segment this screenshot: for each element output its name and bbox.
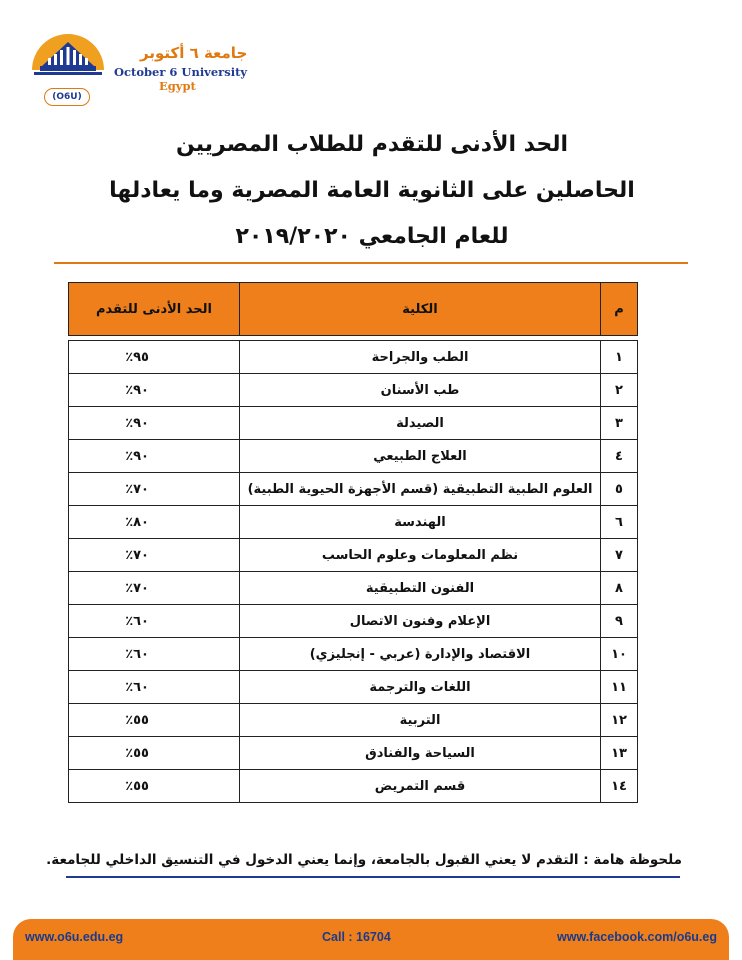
row-faculty: قسم التمريض [240,770,601,803]
table-row [69,440,638,473]
row-number: ١ [601,341,638,374]
row-faculty: السياحة والفنادق [240,737,601,770]
header-minimum: الحد الأدنى للتقدم [69,283,240,336]
table-row [69,671,638,704]
row-minimum: ٦٠٪ [69,638,240,671]
row-minimum: ٧٠٪ [69,539,240,572]
table-row [69,407,638,440]
row-number: ١١ [601,671,638,704]
row-faculty: الإعلام وفنون الاتصال [240,605,601,638]
table-row [69,572,638,605]
row-number: ٦ [601,506,638,539]
row-number: ٩ [601,605,638,638]
university-logo [28,14,248,104]
footer-call: Call : 16704 [322,930,391,944]
table-row [69,341,638,374]
row-number: ٨ [601,572,638,605]
logo-code: (O6U) [44,88,90,106]
row-minimum: ٩٥٪ [69,341,240,374]
row-minimum: ٥٥٪ [69,704,240,737]
row-faculty: الطب والجراحة [240,341,601,374]
footer-facebook-link[interactable]: www.facebook.com/o6u.eg [557,930,717,944]
logo-country: Egypt [159,79,196,93]
footer-bar [13,919,729,960]
row-faculty: نظم المعلومات وعلوم الحاسب [240,539,601,572]
row-number: ٢ [601,374,638,407]
header-number: م [601,283,638,336]
important-note: ملحوظة هامة : التقدم لا يعني القبول بالجامعة، وإنما يعني الدخول في التنسيق الداخلي للجامعة. [46,852,682,868]
row-faculty: التربية [240,704,601,737]
table-row [69,539,638,572]
row-faculty: الفنون التطبيقية [240,572,601,605]
row-faculty: الصيدلة [240,407,601,440]
row-minimum: ٥٥٪ [69,737,240,770]
row-faculty: العلاج الطبيعي [240,440,601,473]
row-minimum: ٧٠٪ [69,572,240,605]
table-body [69,336,638,803]
row-number: ٤ [601,440,638,473]
row-number: ١٢ [601,704,638,737]
logo-english-name: October 6 University [114,65,248,79]
row-number: ١٠ [601,638,638,671]
table-row [69,374,638,407]
row-faculty: طب الأسنان [240,374,601,407]
row-number: ٥ [601,473,638,506]
row-minimum: ٦٠٪ [69,605,240,638]
title-line-3: للعام الجامعي ٢٠١٩/٢٠٢٠ [235,224,509,249]
row-faculty: الاقتصاد والإدارة (عربي - إنجليزي) [240,638,601,671]
table-row [69,770,638,803]
row-minimum: ٩٠٪ [69,374,240,407]
row-minimum: ٥٥٪ [69,770,240,803]
table-header-row [69,283,638,336]
row-minimum: ٩٠٪ [69,407,240,440]
table-row [69,473,638,506]
row-number: ٣ [601,407,638,440]
table-row [69,737,638,770]
row-minimum: ٦٠٪ [69,671,240,704]
row-number: ١٣ [601,737,638,770]
row-faculty: الهندسة [240,506,601,539]
row-faculty: العلوم الطبية التطبيقية (قسم الأجهزة الحيوية الطبية) [240,473,601,506]
title-line-1: الحد الأدنى للتقدم للطلاب المصريين [175,132,569,157]
row-minimum: ٧٠٪ [69,473,240,506]
logo-arabic-name: جامعة ٦ أكتوبر [140,44,248,62]
title-line-2: الحاصلين على الثانوية العامة المصرية وما يعادلها [109,178,635,203]
row-number: ٧ [601,539,638,572]
header-faculty: الكلية [240,283,601,336]
table-row [69,605,638,638]
table-row [69,704,638,737]
footer-website-link[interactable]: www.o6u.edu.eg [25,930,124,944]
table-row [69,506,638,539]
title-divider [54,262,688,264]
row-minimum: ٨٠٪ [69,506,240,539]
table-row [69,638,638,671]
minimum-scores-table [68,282,638,803]
row-faculty: اللغات والترجمة [240,671,601,704]
row-number: ١٤ [601,770,638,803]
note-underline [66,876,680,878]
university-emblem-icon [28,14,108,92]
row-minimum: ٩٠٪ [69,440,240,473]
document-title [60,122,684,260]
